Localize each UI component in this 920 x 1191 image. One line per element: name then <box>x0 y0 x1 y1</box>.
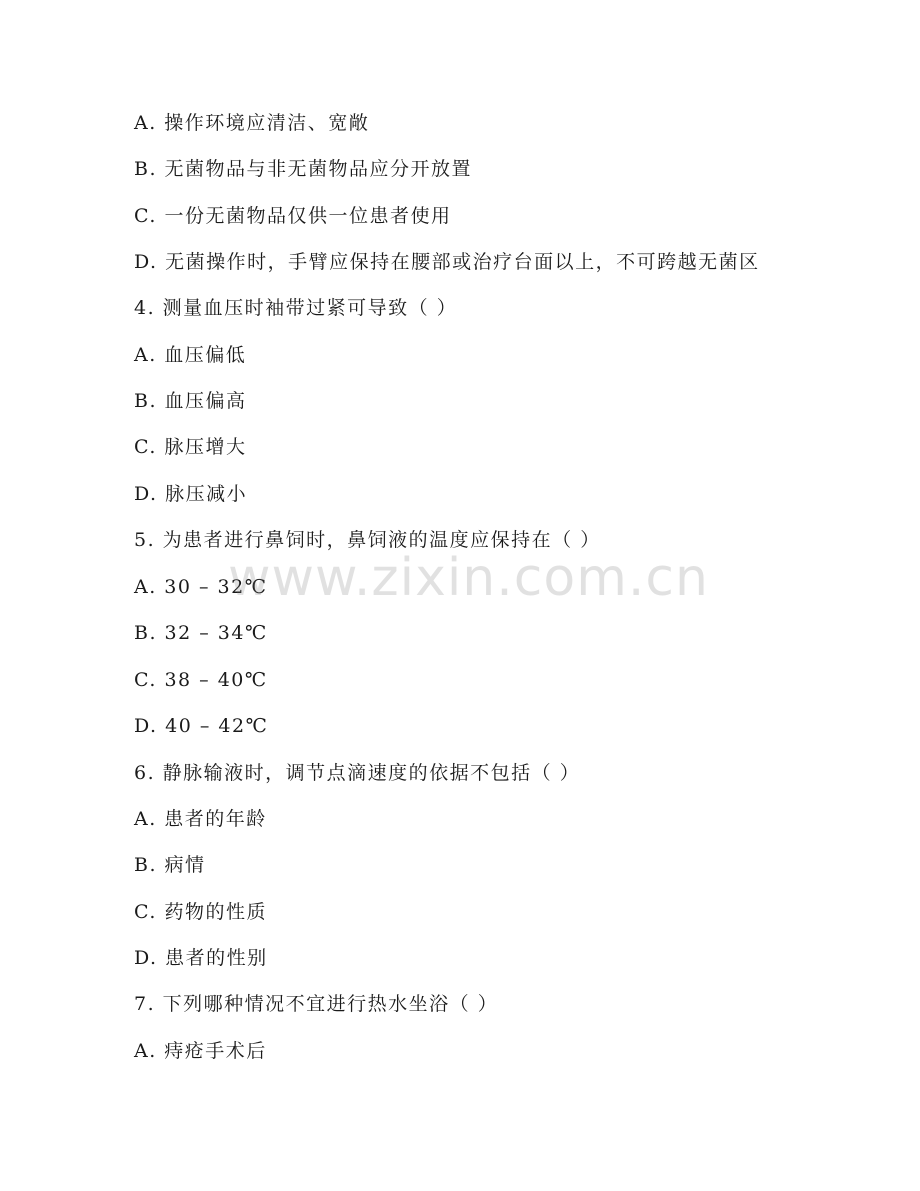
question-4-stem: 4. 测量血压时袖带过紧可导致（ ） <box>134 297 458 319</box>
question-4-option-b: B. 血压偏高 <box>134 390 247 412</box>
question-6-option-b: B. 病情 <box>134 854 206 876</box>
question-4-option-d: D. 脉压减小 <box>134 483 248 505</box>
question-5-option-b: B. 32 – 34℃ <box>134 622 268 644</box>
question-7-stem: 7. 下列哪种情况不宜进行热水坐浴（ ） <box>134 993 499 1015</box>
question-6-option-c: C. 药物的性质 <box>134 901 267 923</box>
question-5-option-a: A. 30 – 32℃ <box>134 576 268 598</box>
question-5-option-d: D. 40 – 42℃ <box>134 715 269 737</box>
question-3-option-d: D. 无菌操作时，手臂应保持在腰部或治疗台面以上，不可跨越无菌区 <box>134 251 760 273</box>
question-6-stem: 6. 静脉输液时，调节点滴速度的依据不包括（ ） <box>134 762 581 784</box>
question-5-stem: 5. 为患者进行鼻饲时，鼻饲液的温度应保持在（ ） <box>134 529 601 551</box>
question-5-option-c: C. 38 – 40℃ <box>134 669 268 691</box>
question-3-option-c: C. 一份无菌物品仅供一位患者使用 <box>134 205 452 227</box>
watermark: www.zixin.com.cn <box>228 548 709 608</box>
question-6-option-a: A. 患者的年龄 <box>134 808 267 830</box>
question-3-option-b: B. 无菌物品与非无菌物品应分开放置 <box>134 158 473 180</box>
question-4-option-c: C. 脉压增大 <box>134 436 247 458</box>
question-4-option-a: A. 血压偏低 <box>134 344 247 366</box>
question-7-option-a: A. 痔疮手术后 <box>134 1040 267 1062</box>
question-3-option-a: A. 操作环境应清洁、宽敞 <box>134 112 370 134</box>
question-6-option-d: D. 患者的性别 <box>134 947 268 969</box>
